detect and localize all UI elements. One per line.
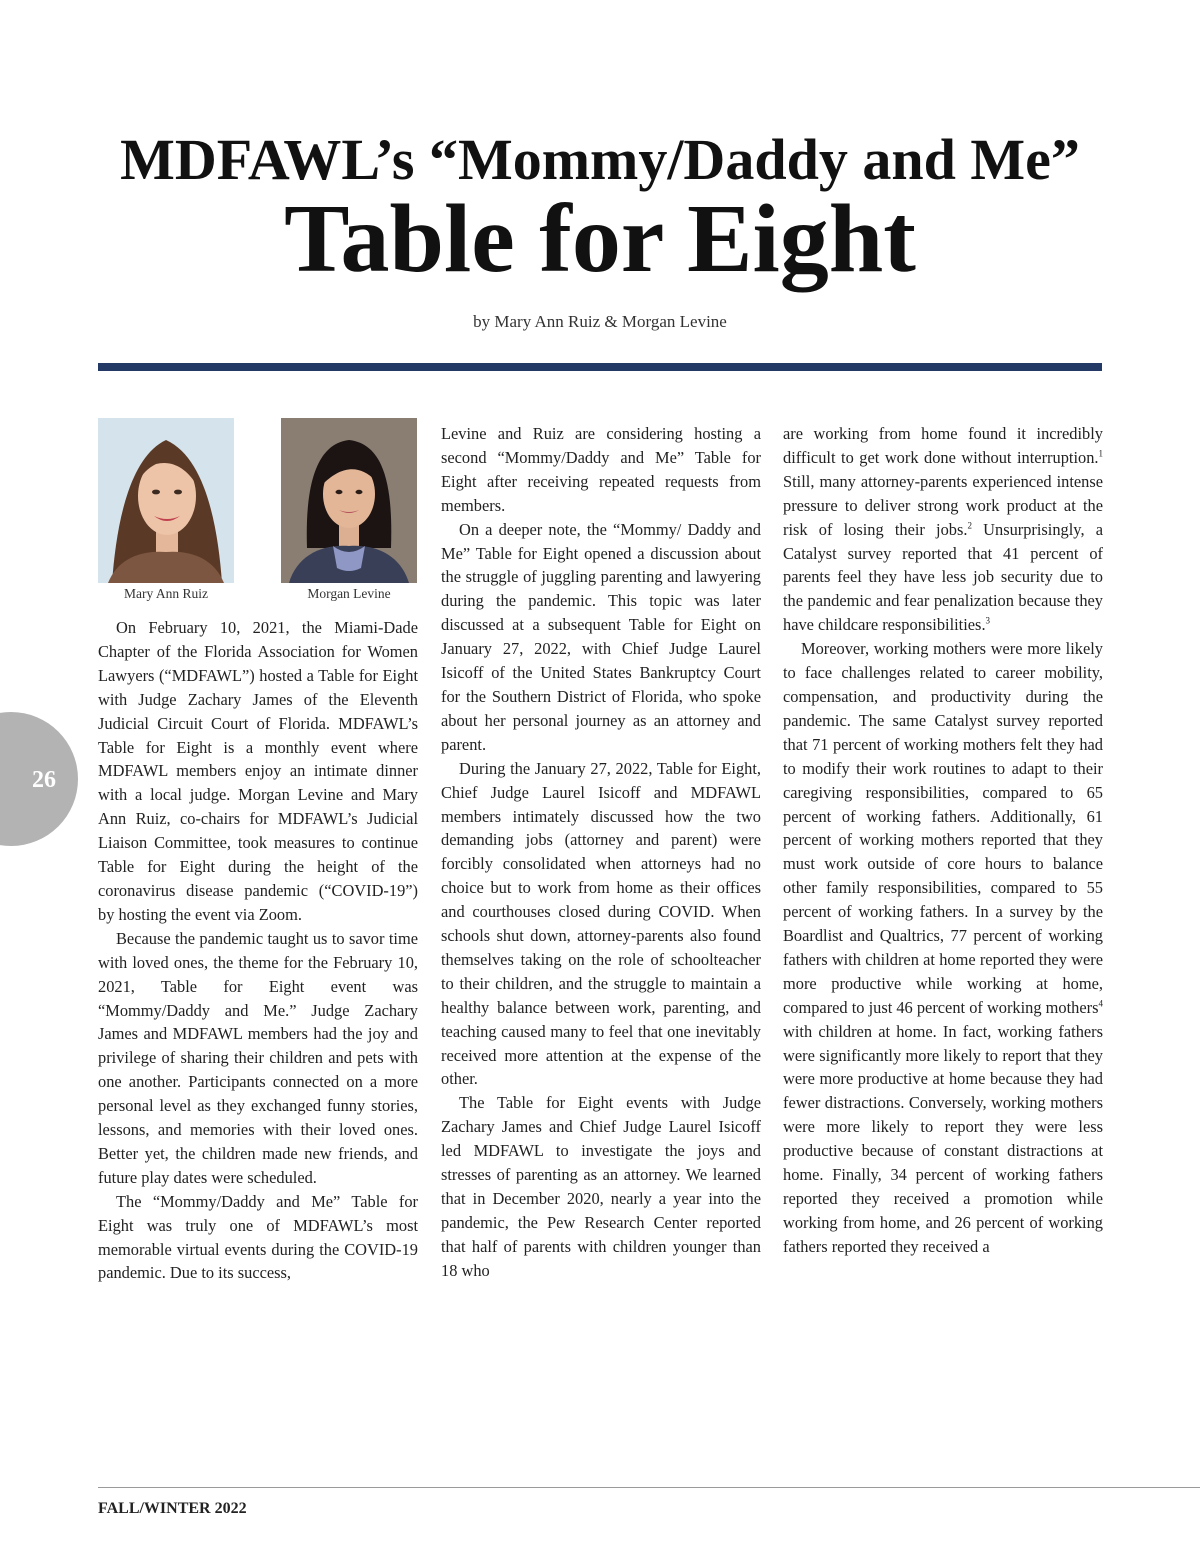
footer-divider <box>98 1487 1200 1488</box>
footnote-marker: 3 <box>985 615 991 626</box>
title-line-2: Table for Eight <box>284 185 916 293</box>
paragraph: Levine and Ruiz are considering hosting a second “Mommy/Daddy and Me” Table for Eight after receiving repeated requests from members. <box>441 424 761 515</box>
paragraph: On a deeper note, the “Mommy/ Daddy and Me” Table for Eight opened a discussion about the struggle of juggling parenting and lawyering during the pandemic. This topic was later discussed at a subsequent Table for Eight on January 27, 2022, with Chief Judge Laurel Isicoff of the United States Bankruptcy Court for the Southern District of Florida, who spoke about her personal journey as an attorney and parent. <box>441 519 761 754</box>
title-divider <box>98 363 1102 371</box>
photo-morgan-levine <box>281 418 417 583</box>
paragraph: Because the pandemic taught us to savor time with loved ones, the theme for the February 10, 2021, Table for Eight event was “Mommy/Daddy and Me.” Judge Zachary James and MDFAWL members had the joy and privilege of sharing their children and pets with one another. Participants connected on a more personal level as they exchanged funny stories, lessons, and memories with their loved ones. Better yet, the children made new friends, and future play dates were scheduled. <box>98 928 418 1187</box>
article-column-3 <box>783 422 1103 1259</box>
page-number: 26 <box>32 767 56 793</box>
portrait-2 <box>281 418 417 583</box>
paragraph: During the January 27, 2022, Table for Eight, Chief Judge Laurel Isicoff and MDFAWL members intimately discussed how the two demanding jobs (attorney and parent) were forcibly consolidated when attorneys had no choice but to work from home as their offices and courthouses closed during COVID. When schools shut down, attorney-parents also found themselves taking on the role of schoolteacher to their children, and the struggle to maintain a healthy balance between work, parenting, and teaching caused many to feel that one inevitably received more attention at the expense of the other. <box>441 758 761 1089</box>
paragraph: On February 10, 2021, the Miami-Dade Chapter of the Florida Association for Women Lawyers (“MDFAWL”) hosted a Table for Eight with Judge Zachary James of the Eleventh Judicial Circuit Court of Florida. MDFAWL’s Table for Eight is a monthly event where MDFAWL members enjoy an intimate dinner with a local judge. Morgan Levine and Mary Ann Ruiz, co-chairs for MDFAWL’s Judicial Liaison Committee, took measures to continue Table for Eight during the height of the coronavirus disease pandemic (“COVID-19”) by hosting the event via Zoom. <box>98 618 418 924</box>
title-line-1: MDFAWL’s “Mommy/Daddy and Me” <box>120 127 1080 192</box>
footnote-marker: 2 <box>967 520 972 531</box>
paragraph: The “Mommy/Daddy and Me” Table for Eight was truly one of MDFAWL’s most memorable virtual events during the COVID-19 pandemic. Due to its success, <box>98 1191 418 1283</box>
paragraph: are working from home found it incredibly difficult to get work done without interruption.$^1$ Still, many attorney-parents experienced intense pressure to deliver strong work product at the risk of losing their jobs.$^2$ Unsurprisingly, a Catalyst survey reported that 41 percent of parents feel they have less job security due to the pandemic and fear penalization because they have childcare responsibilities.$^3$ <box>783 424 1103 635</box>
article-column-2 <box>441 422 761 1283</box>
footnote-marker: 1 <box>1098 448 1103 459</box>
article-column-1 <box>98 616 418 1285</box>
footer-issue: FALL/WINTER 2022 <box>98 1500 247 1517</box>
portrait-1 <box>98 418 234 583</box>
paragraph: Moreover, working mothers were more likely to face challenges related to career mobility, compensation, and productivity during the pandemic. The same Catalyst survey reported that 71 percent of working mothers felt they had to modify their work routines to adapt to their caregiving responsibilities, compared to 65 percent of working fathers. Additionally, 61 percent of working mothers reported that they must work outside of core hours to balance other family responsibilities, compared to 55 percent of working fathers. In a survey by the Boardlist and Qualtrics, 77 percent of working fathers with children at home reported they were more productive while working at home, compared to just 46 percent of working mothers$^4$ with children at home. In fact, working fathers were significantly more likely to report that they were more productive at home because they had fewer distractions. Conversely, working mothers were more likely to report they were less productive because of constant distractions at home. Finally, 34 percent of working fathers reported they received a promotion while working from home, and 26 percent of working fathers reported they received a <box>783 639 1103 1256</box>
caption-morgan-levine: Morgan Levine <box>307 586 391 601</box>
footnote-marker: 4 <box>1098 998 1103 1009</box>
caption-mary-ann-ruiz: Mary Ann Ruiz <box>124 586 208 601</box>
byline: by Mary Ann Ruiz & Morgan Levine <box>473 312 727 331</box>
photo-mary-ann-ruiz <box>98 418 234 583</box>
paragraph: The Table for Eight events with Judge Zachary James and Chief Judge Laurel Isicoff led MDFAWL to investigate the joys and stresses of parenting as an attorney. We learned that in December 2020, nearly a year into the pandemic, the Pew Research Center reported that half of parents with children younger than 18 who <box>441 1093 761 1280</box>
